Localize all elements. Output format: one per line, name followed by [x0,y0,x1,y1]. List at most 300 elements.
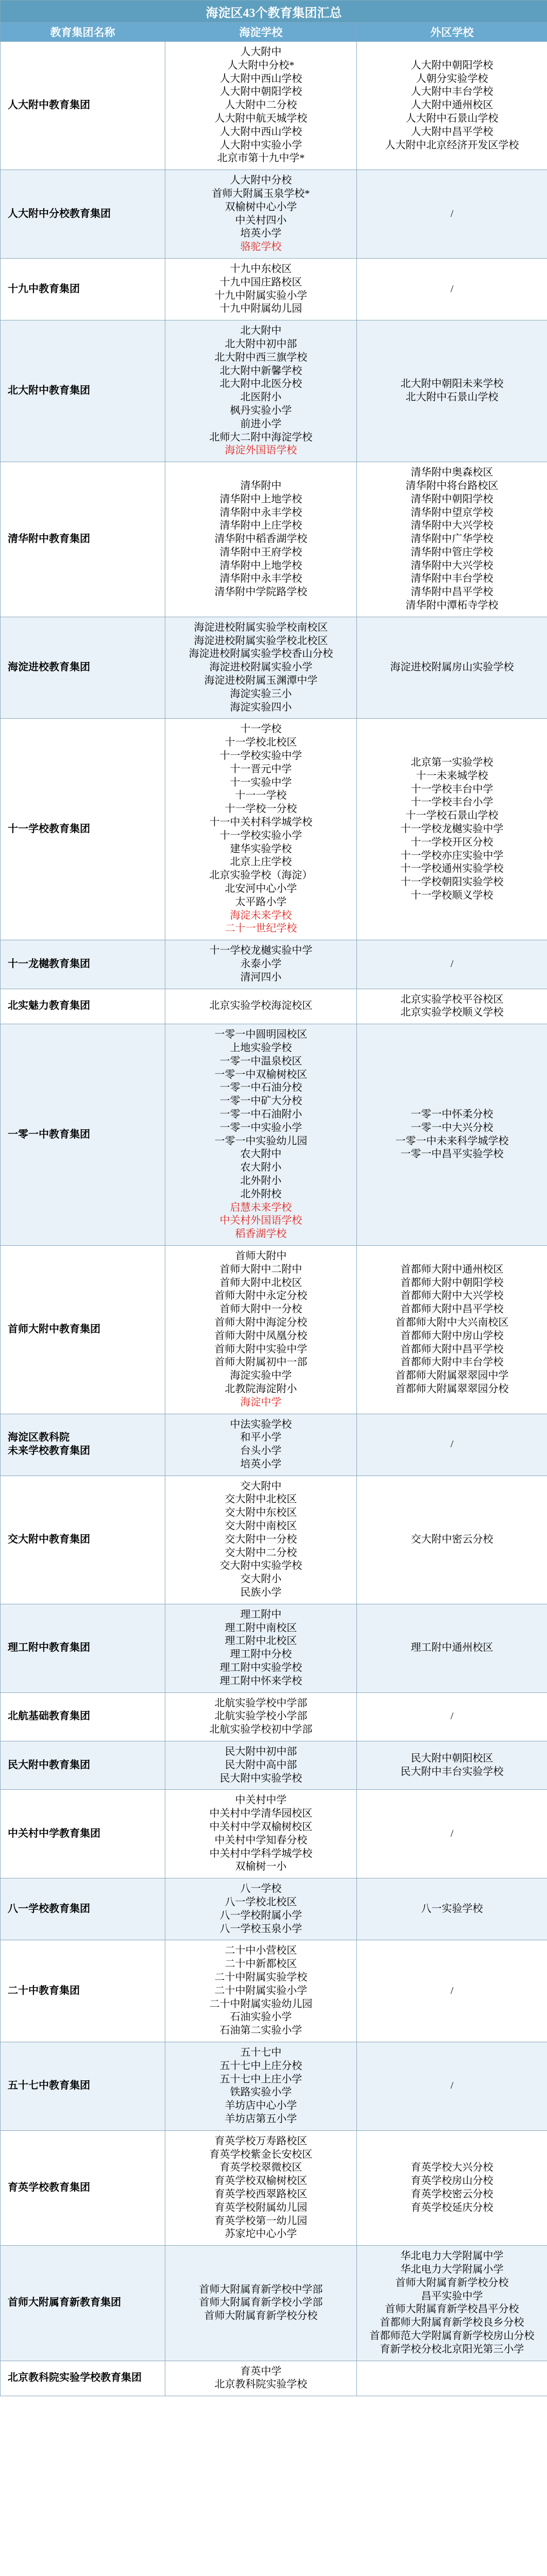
outer-school: 清华附中望京学校 [411,506,493,518]
haidian-school: 北外附小 [240,1175,282,1187]
group-name: 海淀区教科院 [8,1432,70,1444]
outer-school: 十一未来城学校 [416,770,488,782]
outer-school: 理工附中通州校区 [411,1642,493,1654]
outer-school: 华北电力大学附属小学 [400,2263,504,2275]
table-row [1,1245,547,1414]
outer-school: 民大附中朝阳校区 [411,1752,493,1764]
group-name-cell [1,170,165,259]
outer-school: 人大附中石景山学校 [405,112,499,124]
outer-school: 人大附中朝阳学校 [411,59,493,71]
outer-school: 海淀进校附属房山实验学校 [390,662,514,673]
haidian-school: 石油第二实验小学 [219,2025,302,2037]
outer-school: 清华附中潭柘寺学校 [405,600,499,612]
haidian-cell [165,258,357,320]
outer-cell [357,42,547,170]
haidian-school: 人大附中朝阳学校 [219,86,302,98]
outer-school: 北京实验学校顺义学校 [400,1007,504,1019]
group-name-cell [1,1940,165,2042]
outer-school: 十一学校顺义学校 [411,889,493,901]
haidian-school: 二十中新都校区 [225,1958,297,1970]
outer-cell [357,1476,547,1604]
haidian-cell [165,1476,357,1604]
haidian-school: 交大附中二分校 [225,1547,297,1558]
haidian-school: 清华附中学院路学校 [214,586,307,598]
outer-school: 人大附中北京经济开发区学校 [385,139,519,151]
header-haidian-schools: 海淀学校 [165,23,357,42]
group-name: 理工附中教育集团 [8,1642,90,1654]
haidian-school: 中关村中学知春分校 [214,1834,307,1846]
haidian-school: 五十七中 [240,2046,282,2058]
haidian-school: 十一学校实验中学 [219,750,302,762]
haidian-school: 育英学校第一幼儿园 [214,2215,307,2227]
haidian-school: 建华实验学校 [230,843,292,855]
haidian-school: 十一晋元中学 [230,763,292,775]
haidian-school: 交大附中南校区 [225,1520,297,1532]
haidian-school: 交大附中 [240,1480,282,1492]
haidian-school: 清华附中上地学校 [219,493,302,505]
haidian-school: 北航实验学校中学部 [214,1697,307,1709]
haidian-school: 苏家坨中心小学 [225,2228,297,2240]
outer-school: 清华附中昌平学校 [411,586,493,598]
haidian-school: 育英学校双榆树校区 [214,2175,307,2187]
title-row [1,1,547,23]
outer-school: 首师大附属育新学校分校 [395,2277,509,2289]
haidian-cell [165,1878,357,1940]
outer-school: 首都师大附属翠翠园中学 [395,1370,509,1382]
haidian-school: 北大附中新馨学校 [219,365,302,377]
table-row [1,617,547,719]
haidian-school: 首师大附属初中一部 [214,1357,307,1368]
table-row [1,989,547,1024]
haidian-school: 清华附中稻香湖学校 [214,533,307,545]
haidian-school: 首师大附属育新学校中学部 [199,2283,323,2295]
outer-cell [357,1414,547,1476]
haidian-school: 羊坊店中心小学 [225,2100,297,2112]
haidian-school: 理工附中北校区 [225,1635,297,1647]
haidian-cell [165,1024,357,1246]
haidian-school: 二十中附属实验学校 [214,1971,307,1983]
outer-school: 十一学校通州实验学校 [400,863,504,875]
table-row [1,2130,547,2245]
haidian-school: 海淀实验四小 [230,701,292,713]
table-row [1,258,547,320]
outer-school: 北京第一实验学校 [411,756,493,768]
outer-school: 育新学校分校北京阳光第三小学 [380,2343,524,2355]
header-outer-schools: 外区学校 [357,23,547,42]
outer-school: 育英学校房山分校 [411,2175,493,2187]
haidian-school: 十一学校一分校 [225,803,297,815]
haidian-school: 清华附中上地学校 [219,560,302,571]
haidian-school: 十一实验中学 [230,776,292,788]
outer-school: 首都师范大学附属育新学校房山分校 [369,2330,535,2342]
haidian-school: 北大附中北医分校 [219,378,302,390]
group-name-cell [1,42,165,170]
group-name-cell [1,1414,165,1476]
outer-cell [357,1604,547,1692]
outer-cell [357,462,547,617]
haidian-school: 育英学校紫金长安校区 [209,2148,313,2160]
haidian-school: 海淀实验中学 [230,1370,292,1382]
outer-school: 十一学校丰台中学 [411,783,493,795]
outer-school: 清华附中将台路校区 [405,480,499,492]
haidian-school: 铁路实验小学 [230,2087,292,2098]
outer-school: 一零一中大兴分校 [411,1122,493,1133]
haidian-school: 十九中国庄路校区 [219,276,302,288]
outer-school: 十一学校石景山学校 [405,810,499,822]
outer-school: 昌平实验中学 [421,2290,483,2302]
haidian-school: 理工附中分校 [230,1649,292,1660]
haidian-cell [165,320,357,462]
haidian-school: 一零一中温泉校区 [219,1055,302,1067]
table-row [1,2042,547,2130]
outer-school: / [450,1827,454,1839]
haidian-school: 首师大附中北校区 [219,1277,302,1289]
haidian-school: 交大附中东校区 [225,1507,297,1519]
haidian-school: 人大附中二分校 [225,99,297,111]
outer-school: 北大附中朝阳未来学校 [400,378,504,390]
outer-school: / [450,958,454,970]
haidian-school: 中关村中学 [235,1794,287,1806]
outer-school: 十一学校亦庄实验中学 [400,850,504,861]
outer-school: 北大附中石景山学校 [405,392,499,403]
outer-school: 育英学校大兴分校 [411,2162,493,2174]
haidian-school: 民大附中高中部 [225,1759,297,1771]
table-row [1,42,547,170]
outer-school: 民大附中丰台实验学校 [400,1766,504,1777]
haidian-school: 中法实验学校 [230,1418,292,1430]
haidian-school: 一零一中圆明园校区 [214,1029,307,1041]
outer-cell [357,2042,547,2130]
outer-school: / [450,1985,454,1996]
outer-school: 人大附中通州校区 [411,99,493,111]
haidian-school: 理工附中怀来学校 [219,1675,302,1687]
table-row [1,1476,547,1604]
haidian-school: 北外附校 [240,1188,282,1200]
haidian-school: 育英学校翠微校区 [219,2162,302,2174]
haidian-school: 北医附小 [240,392,282,403]
haidian-school: 北京教科院实验学校 [214,2379,307,2391]
haidian-school: 人大附中分校 [230,175,292,187]
haidian-school: 人大附中实验小学 [219,139,302,151]
haidian-school: 和平小学 [240,1432,282,1444]
haidian-school: 五十七中上庄小学 [219,2073,302,2085]
outer-school: 清华附中朝阳学校 [411,493,493,505]
group-name: 人大附中教育集团 [8,99,90,111]
haidian-school: 北京上庄学校 [230,856,292,868]
outer-school: 清华附中奥森校区 [411,467,493,479]
haidian-school: 育英学校附属幼儿园 [214,2201,307,2213]
haidian-cell [165,617,357,719]
haidian-school: 海淀进校附属实验学校北校区 [194,635,328,647]
haidian-school: 骆驼学校 [240,241,282,253]
haidian-school: 台头小学 [240,1445,282,1457]
haidian-school: 首师大附属育新学校小学部 [199,2297,323,2309]
outer-cell [357,1790,547,1878]
table-row [1,1878,547,1940]
haidian-cell [165,1790,357,1878]
haidian-school: 农大附小 [240,1162,282,1174]
haidian-school: 海淀进校附属实验学校香山分校 [189,648,333,660]
outer-school: 首都师大附中大兴学校 [400,1290,504,1302]
outer-school: 十一学校开区分校 [411,836,493,848]
haidian-school: 首师大附中实验中学 [214,1343,307,1355]
haidian-school: 北航实验学校初中学部 [209,1724,313,1736]
haidian-cell [165,1741,357,1790]
header-group-name: 教育集团名称 [1,23,165,42]
outer-cell [357,1940,547,2042]
haidian-school: 人大附中 [240,46,282,58]
table-body [1,42,547,2396]
group-name: 海淀进校教育集团 [8,662,90,673]
haidian-cell [165,2042,357,2130]
group-name-cell [1,320,165,462]
haidian-school: 培英小学 [240,228,282,240]
table-title: 海淀区43个教育集团汇总 [1,1,547,23]
outer-school: 人大附中丰台学校 [411,86,493,98]
haidian-school: 清华附中王府学校 [219,546,302,558]
haidian-school: 双榆树一小 [235,1861,287,1873]
haidian-cell [165,719,357,940]
haidian-school: 一零一中矿大分校 [219,1095,302,1107]
table-row [1,1414,547,1476]
haidian-school: 农大附中 [240,1148,282,1160]
haidian-cell [165,462,357,617]
outer-cell [357,258,547,320]
haidian-cell [165,1604,357,1692]
haidian-school: 民大附中实验学校 [219,1772,302,1784]
haidian-school: 清华附中 [240,480,282,492]
haidian-school: 首师大附中一分校 [219,1303,302,1315]
group-name: 中关村中学教育集团 [8,1827,100,1839]
group-name-cell [1,1604,165,1692]
outer-school: 北京实验学校平谷校区 [400,993,504,1005]
haidian-school: 首师大附中永定分校 [214,1290,307,1302]
haidian-school: 北京市第十九中学* [217,152,305,164]
haidian-school: 海淀进校附属玉渊潭中学 [204,675,318,687]
outer-cell [357,940,547,989]
outer-school: 人朝分实验学校 [416,73,488,84]
group-name-cell [1,2130,165,2245]
outer-school: 首师大附属育新学校昌平分校 [385,2303,519,2315]
haidian-school: 清华附中永丰学校 [219,573,302,585]
haidian-school: 中关村中学双榆树校区 [209,1821,313,1833]
haidian-school: 二十中小营校区 [225,1945,297,1957]
haidian-school: 北安河中心小学 [225,883,297,895]
haidian-school: 理工附中实验学校 [219,1662,302,1674]
haidian-cell [165,2130,357,2245]
outer-school: 十一学校龙樾实验中学 [400,823,504,835]
outer-school: / [450,208,454,219]
haidian-school: 海淀中学 [240,1396,282,1408]
haidian-school: 人大附中西山学校 [219,73,302,84]
group-name: 民大附中教育集团 [8,1759,90,1771]
haidian-school: 海淀进校附属实验学校南校区 [194,621,328,633]
outer-cell [357,320,547,462]
outer-school: 首都师大附中昌平学校 [400,1343,504,1355]
group-name: 北实魅力教育集团 [8,1000,90,1012]
group-name: 交大附中教育集团 [8,1533,90,1545]
group-name: 二十中教育集团 [8,1985,80,1996]
haidian-school: 稻香湖学校 [235,1228,287,1240]
haidian-school: 八一学校附属小学 [219,1909,302,1921]
haidian-school: 交大附中一分校 [225,1533,297,1545]
haidian-cell [165,1414,357,1476]
haidian-school: 一零一中石油附小 [219,1108,302,1120]
table-row [1,719,547,940]
outer-school: 首都师大附属育新学校良乡分校 [380,2317,524,2329]
group-name: 五十七中教育集团 [8,2080,90,2092]
haidian-school: 交大附小 [240,1573,282,1585]
outer-school: 首都师大附中房山学校 [400,1330,504,1342]
haidian-school: 十一中关村科学城学校 [209,817,313,828]
haidian-school: 北大附中西三旗学校 [214,351,307,363]
haidian-cell [165,170,357,259]
group-name-cell [1,1245,165,1414]
outer-school: 清华附中管庄学校 [411,546,493,558]
header-row [1,23,547,42]
haidian-school: 十一学校 [240,723,282,735]
haidian-school: 十一学校北校区 [225,737,297,749]
outer-cell [357,170,547,259]
group-name: 一零一中教育集团 [8,1128,90,1140]
haidian-school: 一零一中实验幼儿园 [214,1135,307,1147]
outer-school: 十一学校朝阳实验学校 [400,876,504,888]
outer-school: 一零一中未来科学城学校 [395,1135,509,1147]
outer-school: / [450,283,454,295]
haidian-school: 育英中学 [240,2365,282,2377]
haidian-school: 石油实验小学 [230,2011,292,2023]
group-name: 十一学校教育集团 [8,823,90,835]
haidian-school: 中关村外国语学校 [219,1215,302,1227]
haidian-school: 二十一世纪学校 [225,923,297,935]
group-name: 十九中教育集团 [8,283,80,295]
haidian-school: 北大附中初中部 [225,338,297,350]
table-row [1,1024,547,1246]
haidian-school: 双榆树中心小学 [225,201,297,213]
haidian-school: 十一学校龙樾实验中学 [209,945,313,957]
table-row [1,1692,547,1741]
haidian-school: 育英学校西翠路校区 [214,2188,307,2200]
group-name-cell [1,2361,165,2396]
haidian-school: 十九中附属幼儿园 [219,303,302,315]
haidian-school: 前进小学 [240,418,282,430]
group-name: 北京教科院实验学校教育集团 [8,2372,142,2384]
haidian-school: 育英学校万寿路校区 [214,2135,307,2147]
outer-school: 华北电力大学附属中学 [400,2250,504,2262]
haidian-school: 北京实验学校（海淀） [209,870,313,882]
haidian-school: 十一一学校 [235,790,287,802]
haidian-school: 交大附中实验学校 [219,1560,302,1572]
haidian-school: 民大附中初中部 [225,1746,297,1758]
haidian-school: 北教院海淀附小 [225,1383,297,1395]
outer-school: 清华附中广华学校 [411,533,493,545]
table-row [1,1940,547,2042]
outer-school: 清华附中大兴学校 [411,560,493,571]
haidian-school: 一零一中实验小学 [219,1122,302,1133]
outer-cell [357,617,547,719]
table-row [1,1604,547,1692]
outer-school: / [450,1438,454,1450]
group-name: 首师大附属育新教育集团 [8,2297,121,2309]
outer-school: 一零一中昌平实验学校 [400,1148,504,1160]
haidian-school: 海淀外国语学校 [225,445,297,456]
outer-school: 十一学校丰台小学 [411,796,493,808]
haidian-school: 二十中附属实验幼儿园 [209,1998,313,2010]
haidian-cell [165,940,357,989]
haidian-cell [165,42,357,170]
haidian-school: 中关村中学清华园校区 [209,1808,313,1820]
haidian-school: 上地实验学校 [230,1042,292,1054]
haidian-school: 海淀进校附属实验小学 [209,662,313,673]
group-name-cell [1,258,165,320]
haidian-school: 海淀实验三小 [230,688,292,700]
haidian-cell [165,1245,357,1414]
outer-school: 首都师大附中大兴南校区 [395,1316,509,1328]
haidian-school: 一零一中石油分校 [219,1082,302,1094]
haidian-school: 清华附中永丰学校 [219,506,302,518]
table-row [1,2246,547,2361]
haidian-school: 交大附中北校区 [225,1494,297,1505]
outer-cell [357,719,547,940]
group-name: 育英学校教育集团 [8,2182,90,2194]
haidian-school: 人大附中西山学校 [219,126,302,138]
outer-school: / [450,1710,454,1722]
group-name-cell [1,940,165,989]
group-name-cell [1,2042,165,2130]
group-name-cell [1,617,165,719]
haidian-cell [165,989,357,1024]
haidian-school: 二十中附属实验小学 [214,1985,307,1996]
outer-school: 首都师大附中丰台学校 [400,1357,504,1368]
haidian-school: 八一学校玉泉小学 [219,1923,302,1935]
haidian-school: 一零一中双榆树校区 [214,1069,307,1080]
haidian-school: 八一学校北校区 [225,1896,297,1908]
outer-cell [357,1878,547,1940]
haidian-school: 首师大附中海淀分校 [214,1316,307,1328]
table-row [1,940,547,989]
table-row [1,2361,547,2396]
outer-cell [357,989,547,1024]
table-row [1,170,547,259]
outer-school: 首都师大附中昌平学校 [400,1303,504,1315]
haidian-school: 中关村中学科学城学校 [209,1848,313,1859]
group-name: 八一学校教育集团 [8,1903,90,1914]
group-name-cell [1,1790,165,1878]
group-name: 首师大附中教育集团 [8,1323,100,1335]
haidian-school: 人大附中航天城学校 [214,112,307,124]
group-name: 北航基础教育集团 [8,1710,90,1722]
group-name-cell [1,462,165,617]
haidian-school: 清华附中上庄学校 [219,520,302,532]
haidian-school: 理工附中 [240,1608,282,1620]
outer-cell [357,2130,547,2245]
group-name: 十一龙樾教育集团 [8,958,90,970]
haidian-school: 太平路小学 [235,896,287,908]
outer-school: 首都师大附中朝阳学校 [400,1277,504,1289]
group-name-cell [1,2246,165,2361]
outer-cell [357,1024,547,1246]
haidian-school: 海淀未来学校 [230,909,292,921]
haidian-school: 清河四小 [240,971,282,983]
outer-school: 首都师大附中通州校区 [400,1263,504,1275]
outer-cell [357,2361,547,2396]
haidian-school: 首师大附中二附中 [219,1263,302,1275]
outer-cell [357,1692,547,1741]
outer-cell [357,1245,547,1414]
outer-school: 育英学校密云分校 [411,2188,493,2200]
haidian-school: 首师大附中 [235,1250,287,1262]
haidian-school: 永泰小学 [240,958,282,970]
